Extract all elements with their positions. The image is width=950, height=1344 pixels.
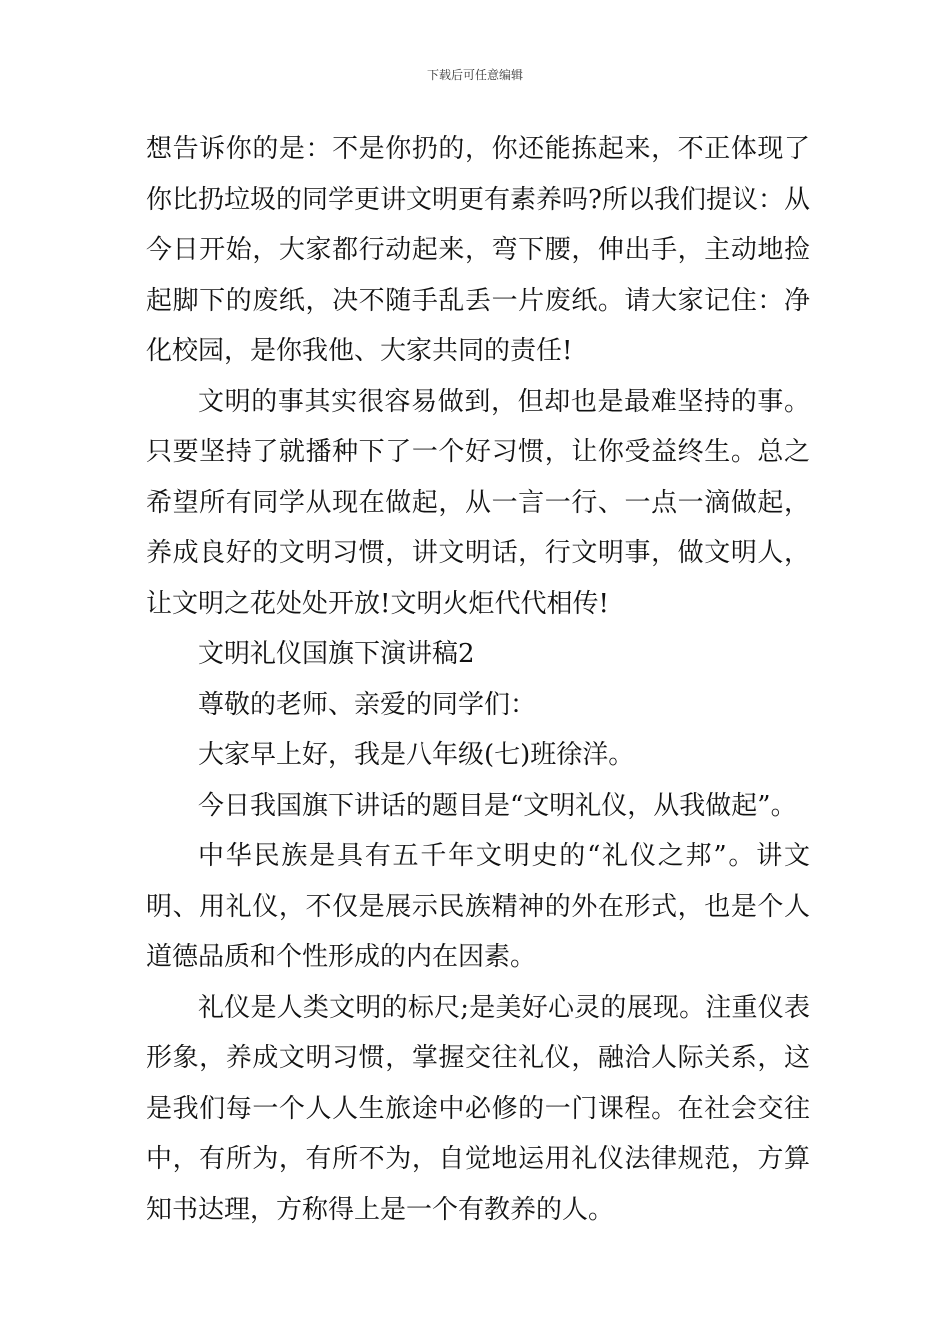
paragraph-etiquette-standard: 礼仪是人类文明的标尺;是美好心灵的展现。注重仪表形象，养成文明习惯，掌握交往礼仪，融洽人际关系，这是我们每一个人人生旅途中必修的一门课程。在社会交往中，有所为，有所不为，自觉地运用礼仪法律规范，方算知书达理，方称得上是一个有教养的人。 bbox=[146, 992, 810, 1225]
paragraph-continuation: 想告诉你的是：不是你扔的，你还能拣起来，不正体现了你比扔垃圾的同学更讲文明更有素养吗?所以我们提议：从今日开始，大家都行动起来，弯下腰，伸出手，主动地捡起脚下的废纸，决不随手乱丢一片废纸。请大家记住：净化校园，是你我他、大家共同的责任! bbox=[146, 134, 810, 366]
speech-title: 文明礼仪国旗下演讲稿2 bbox=[198, 639, 475, 669]
speech-salutation: 尊敬的老师、亲爱的同学们： bbox=[198, 689, 537, 720]
speech-greeting: 大家早上好，我是八年级(七)班徐洋。 bbox=[198, 740, 635, 770]
document-body bbox=[146, 124, 810, 1235]
speech-topic: 今日我国旗下讲话的题目是“文明礼仪，从我做起”。 bbox=[198, 790, 797, 821]
page-header-note: 下载后可任意编辑 bbox=[426, 68, 523, 82]
paragraph-nation-of-etiquette: 中华民族是具有五千年文明史的“礼仪之邦”。讲文明、用礼仪，不仅是展示民族精神的外在形式，也是个人道德品质和个性形成的内在因素。 bbox=[146, 841, 810, 972]
paragraph-civility-persistence: 文明的事其实很容易做到，但却也是最难坚持的事。只要坚持了就播种下了一个好习惯，让你受益终生。总之希望所有同学从现在做起，从一言一行、一点一滴做起，养成良好的文明习惯，讲文明话，行文明事，做文明人，让文明之花处处开放!文明火炬代代相传! bbox=[146, 386, 810, 619]
